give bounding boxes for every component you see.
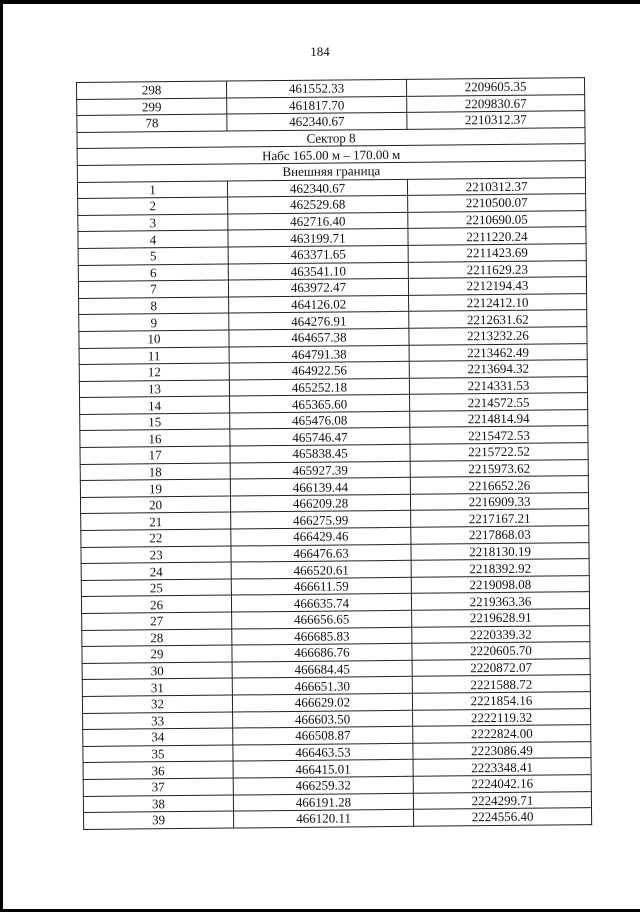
x-coordinate-cell: 463541.10 <box>228 262 408 280</box>
y-coordinate-cell: 2210312.37 <box>407 111 585 129</box>
x-coordinate-cell: 462716.40 <box>228 212 408 230</box>
point-number-cell: 36 <box>83 761 233 779</box>
x-coordinate-cell: 464922.56 <box>229 361 409 379</box>
y-coordinate-cell: 2211220.24 <box>408 227 586 245</box>
y-coordinate-cell: 2212194.43 <box>408 277 586 295</box>
y-coordinate-cell: 2219363.36 <box>411 592 589 610</box>
sector-title: Сектор 8 <box>77 127 585 148</box>
point-number-cell: 13 <box>79 380 229 398</box>
point-number-cell: 7 <box>78 280 228 298</box>
point-number-cell: 78 <box>77 114 227 132</box>
y-coordinate-cell: 2210690.05 <box>408 210 586 228</box>
x-coordinate-cell: 465838.45 <box>230 444 410 462</box>
point-number-cell: 299 <box>77 98 227 116</box>
x-coordinate-cell: 463371.65 <box>228 245 408 263</box>
y-coordinate-cell: 2220339.32 <box>412 625 590 643</box>
y-coordinate-cell: 2214331.53 <box>409 376 587 394</box>
point-number-cell: 29 <box>82 645 232 663</box>
x-coordinate-cell: 461817.70 <box>227 96 407 114</box>
x-coordinate-cell: 462340.67 <box>227 179 407 197</box>
point-number-cell: 4 <box>78 230 228 248</box>
y-coordinate-cell: 2213232.26 <box>409 327 587 345</box>
point-number-cell: 22 <box>81 529 231 547</box>
x-coordinate-cell: 466508.87 <box>233 726 413 744</box>
boundary-label: Внешняя граница <box>77 161 585 182</box>
y-coordinate-cell: 2221588.72 <box>412 675 590 693</box>
point-number-cell: 23 <box>81 546 231 564</box>
leading-rows <box>77 78 585 133</box>
x-coordinate-cell: 465746.47 <box>230 428 410 446</box>
x-coordinate-cell: 466429.46 <box>231 527 411 545</box>
y-coordinate-cell: 2214814.94 <box>410 409 588 427</box>
x-coordinate-cell: 466139.44 <box>230 478 410 496</box>
y-coordinate-cell: 2220605.70 <box>412 642 590 660</box>
point-number-cell: 6 <box>78 264 228 282</box>
y-coordinate-cell: 2212631.62 <box>409 310 587 328</box>
coordinates-table <box>76 77 592 830</box>
page-number: 184 <box>310 44 330 59</box>
point-number-cell: 3 <box>78 214 228 232</box>
x-coordinate-cell: 466684.45 <box>232 660 412 678</box>
point-number-cell: 18 <box>80 463 230 481</box>
point-number-cell: 38 <box>83 795 233 813</box>
point-number-cell: 12 <box>79 363 229 381</box>
x-coordinate-cell: 465365.60 <box>230 395 410 413</box>
x-coordinate-cell: 466120.11 <box>234 809 414 827</box>
y-coordinate-cell: 2211629.23 <box>408 260 586 278</box>
y-coordinate-cell: 2213462.49 <box>409 343 587 361</box>
y-coordinate-cell: 2216652.26 <box>410 476 588 494</box>
y-coordinate-cell: 2223348.41 <box>413 758 591 776</box>
x-coordinate-cell: 465476.08 <box>230 411 410 429</box>
y-coordinate-cell: 2210500.07 <box>408 194 586 212</box>
y-coordinate-cell: 2224042.16 <box>413 775 591 793</box>
point-number-cell: 34 <box>83 728 233 746</box>
boundary-rows <box>77 177 591 829</box>
point-number-cell: 10 <box>79 330 229 348</box>
y-coordinate-cell: 2217167.21 <box>411 509 589 527</box>
x-coordinate-cell: 466686.76 <box>232 643 412 661</box>
sector-range: Набс 165.00 м – 170.00 м <box>77 144 585 165</box>
x-coordinate-cell: 464791.38 <box>229 345 409 363</box>
x-coordinate-cell: 461552.33 <box>226 79 406 97</box>
x-coordinate-cell: 466635.74 <box>231 594 411 612</box>
y-coordinate-cell: 2213694.32 <box>409 360 587 378</box>
point-number-cell: 15 <box>80 413 230 431</box>
x-coordinate-cell: 464657.38 <box>229 328 409 346</box>
point-number-cell: 31 <box>82 678 232 696</box>
y-coordinate-cell: 2217868.03 <box>411 526 589 544</box>
x-coordinate-cell: 466463.53 <box>233 743 413 761</box>
point-number-cell: 14 <box>80 396 230 414</box>
point-number-cell: 32 <box>82 695 232 713</box>
point-number-cell: 8 <box>79 297 229 315</box>
sector-header <box>77 127 585 182</box>
x-coordinate-cell: 466476.63 <box>231 544 411 562</box>
point-number-cell: 16 <box>80 430 230 448</box>
x-coordinate-cell: 466629.02 <box>232 693 412 711</box>
x-coordinate-cell: 462529.68 <box>228 195 408 213</box>
y-coordinate-cell: 2209605.35 <box>406 78 584 96</box>
x-coordinate-cell: 466275.99 <box>231 511 411 529</box>
x-coordinate-cell: 466685.83 <box>232 627 412 645</box>
point-number-cell: 37 <box>83 778 233 796</box>
y-coordinate-cell: 2222119.32 <box>413 708 591 726</box>
y-coordinate-cell: 2211423.69 <box>408 244 586 262</box>
point-number-cell: 28 <box>82 629 232 647</box>
x-coordinate-cell: 466191.28 <box>233 793 413 811</box>
y-coordinate-cell: 2219628.91 <box>412 609 590 627</box>
y-coordinate-cell: 2224299.71 <box>413 791 591 809</box>
y-coordinate-cell: 2215722.52 <box>410 443 588 461</box>
point-number-cell: 19 <box>80 479 230 497</box>
point-number-cell: 30 <box>82 662 232 680</box>
scan-border-top <box>0 0 640 4</box>
point-number-cell: 21 <box>81 512 231 530</box>
y-coordinate-cell: 2218130.19 <box>411 542 589 560</box>
x-coordinate-cell: 466209.28 <box>230 494 410 512</box>
y-coordinate-cell: 2212412.10 <box>409 293 587 311</box>
y-coordinate-cell: 2216909.33 <box>410 492 588 510</box>
point-number-cell: 5 <box>78 247 228 265</box>
y-coordinate-cell: 2221854.16 <box>412 692 590 710</box>
y-coordinate-cell: 2219098.08 <box>411 575 589 593</box>
x-coordinate-cell: 466603.50 <box>233 710 413 728</box>
x-coordinate-cell: 463199.71 <box>228 229 408 247</box>
x-coordinate-cell: 466611.59 <box>231 577 411 595</box>
y-coordinate-cell: 2215472.53 <box>410 426 588 444</box>
coordinates-table-container <box>76 77 591 830</box>
x-coordinate-cell: 466656.65 <box>232 610 412 628</box>
y-coordinate-cell: 2222824.00 <box>413 725 591 743</box>
y-coordinate-cell: 2214572.55 <box>410 393 588 411</box>
x-coordinate-cell: 462340.67 <box>227 113 407 131</box>
x-coordinate-cell: 466415.01 <box>233 760 413 778</box>
y-coordinate-cell: 2209830.67 <box>407 94 585 112</box>
point-number-cell: 26 <box>81 595 231 613</box>
point-number-cell: 27 <box>82 612 232 630</box>
x-coordinate-cell: 465927.39 <box>230 461 410 479</box>
x-coordinate-cell: 466651.30 <box>232 677 412 695</box>
x-coordinate-cell: 464126.02 <box>229 295 409 313</box>
scan-border-left <box>0 0 3 912</box>
point-number-cell: 1 <box>77 181 227 199</box>
y-coordinate-cell: 2218392.92 <box>411 559 589 577</box>
point-number-cell: 298 <box>77 81 227 99</box>
point-number-cell: 33 <box>83 712 233 730</box>
point-number-cell: 24 <box>81 562 231 580</box>
x-coordinate-cell: 466259.32 <box>233 776 413 794</box>
point-number-cell: 35 <box>83 745 233 763</box>
y-coordinate-cell: 2220872.07 <box>412 658 590 676</box>
point-number-cell: 39 <box>84 811 234 829</box>
x-coordinate-cell: 466520.61 <box>231 561 411 579</box>
x-coordinate-cell: 464276.91 <box>229 312 409 330</box>
y-coordinate-cell: 2223086.49 <box>413 741 591 759</box>
point-number-cell: 25 <box>81 579 231 597</box>
x-coordinate-cell: 463972.47 <box>228 278 408 296</box>
point-number-cell: 17 <box>80 446 230 464</box>
point-number-cell: 9 <box>79 313 229 331</box>
point-number-cell: 11 <box>79 347 229 365</box>
y-coordinate-cell: 2210312.37 <box>407 177 585 195</box>
y-coordinate-cell: 2215973.62 <box>410 459 588 477</box>
y-coordinate-cell: 2224556.40 <box>413 808 591 826</box>
x-coordinate-cell: 465252.18 <box>229 378 409 396</box>
point-number-cell: 20 <box>80 496 230 514</box>
point-number-cell: 2 <box>78 197 228 215</box>
